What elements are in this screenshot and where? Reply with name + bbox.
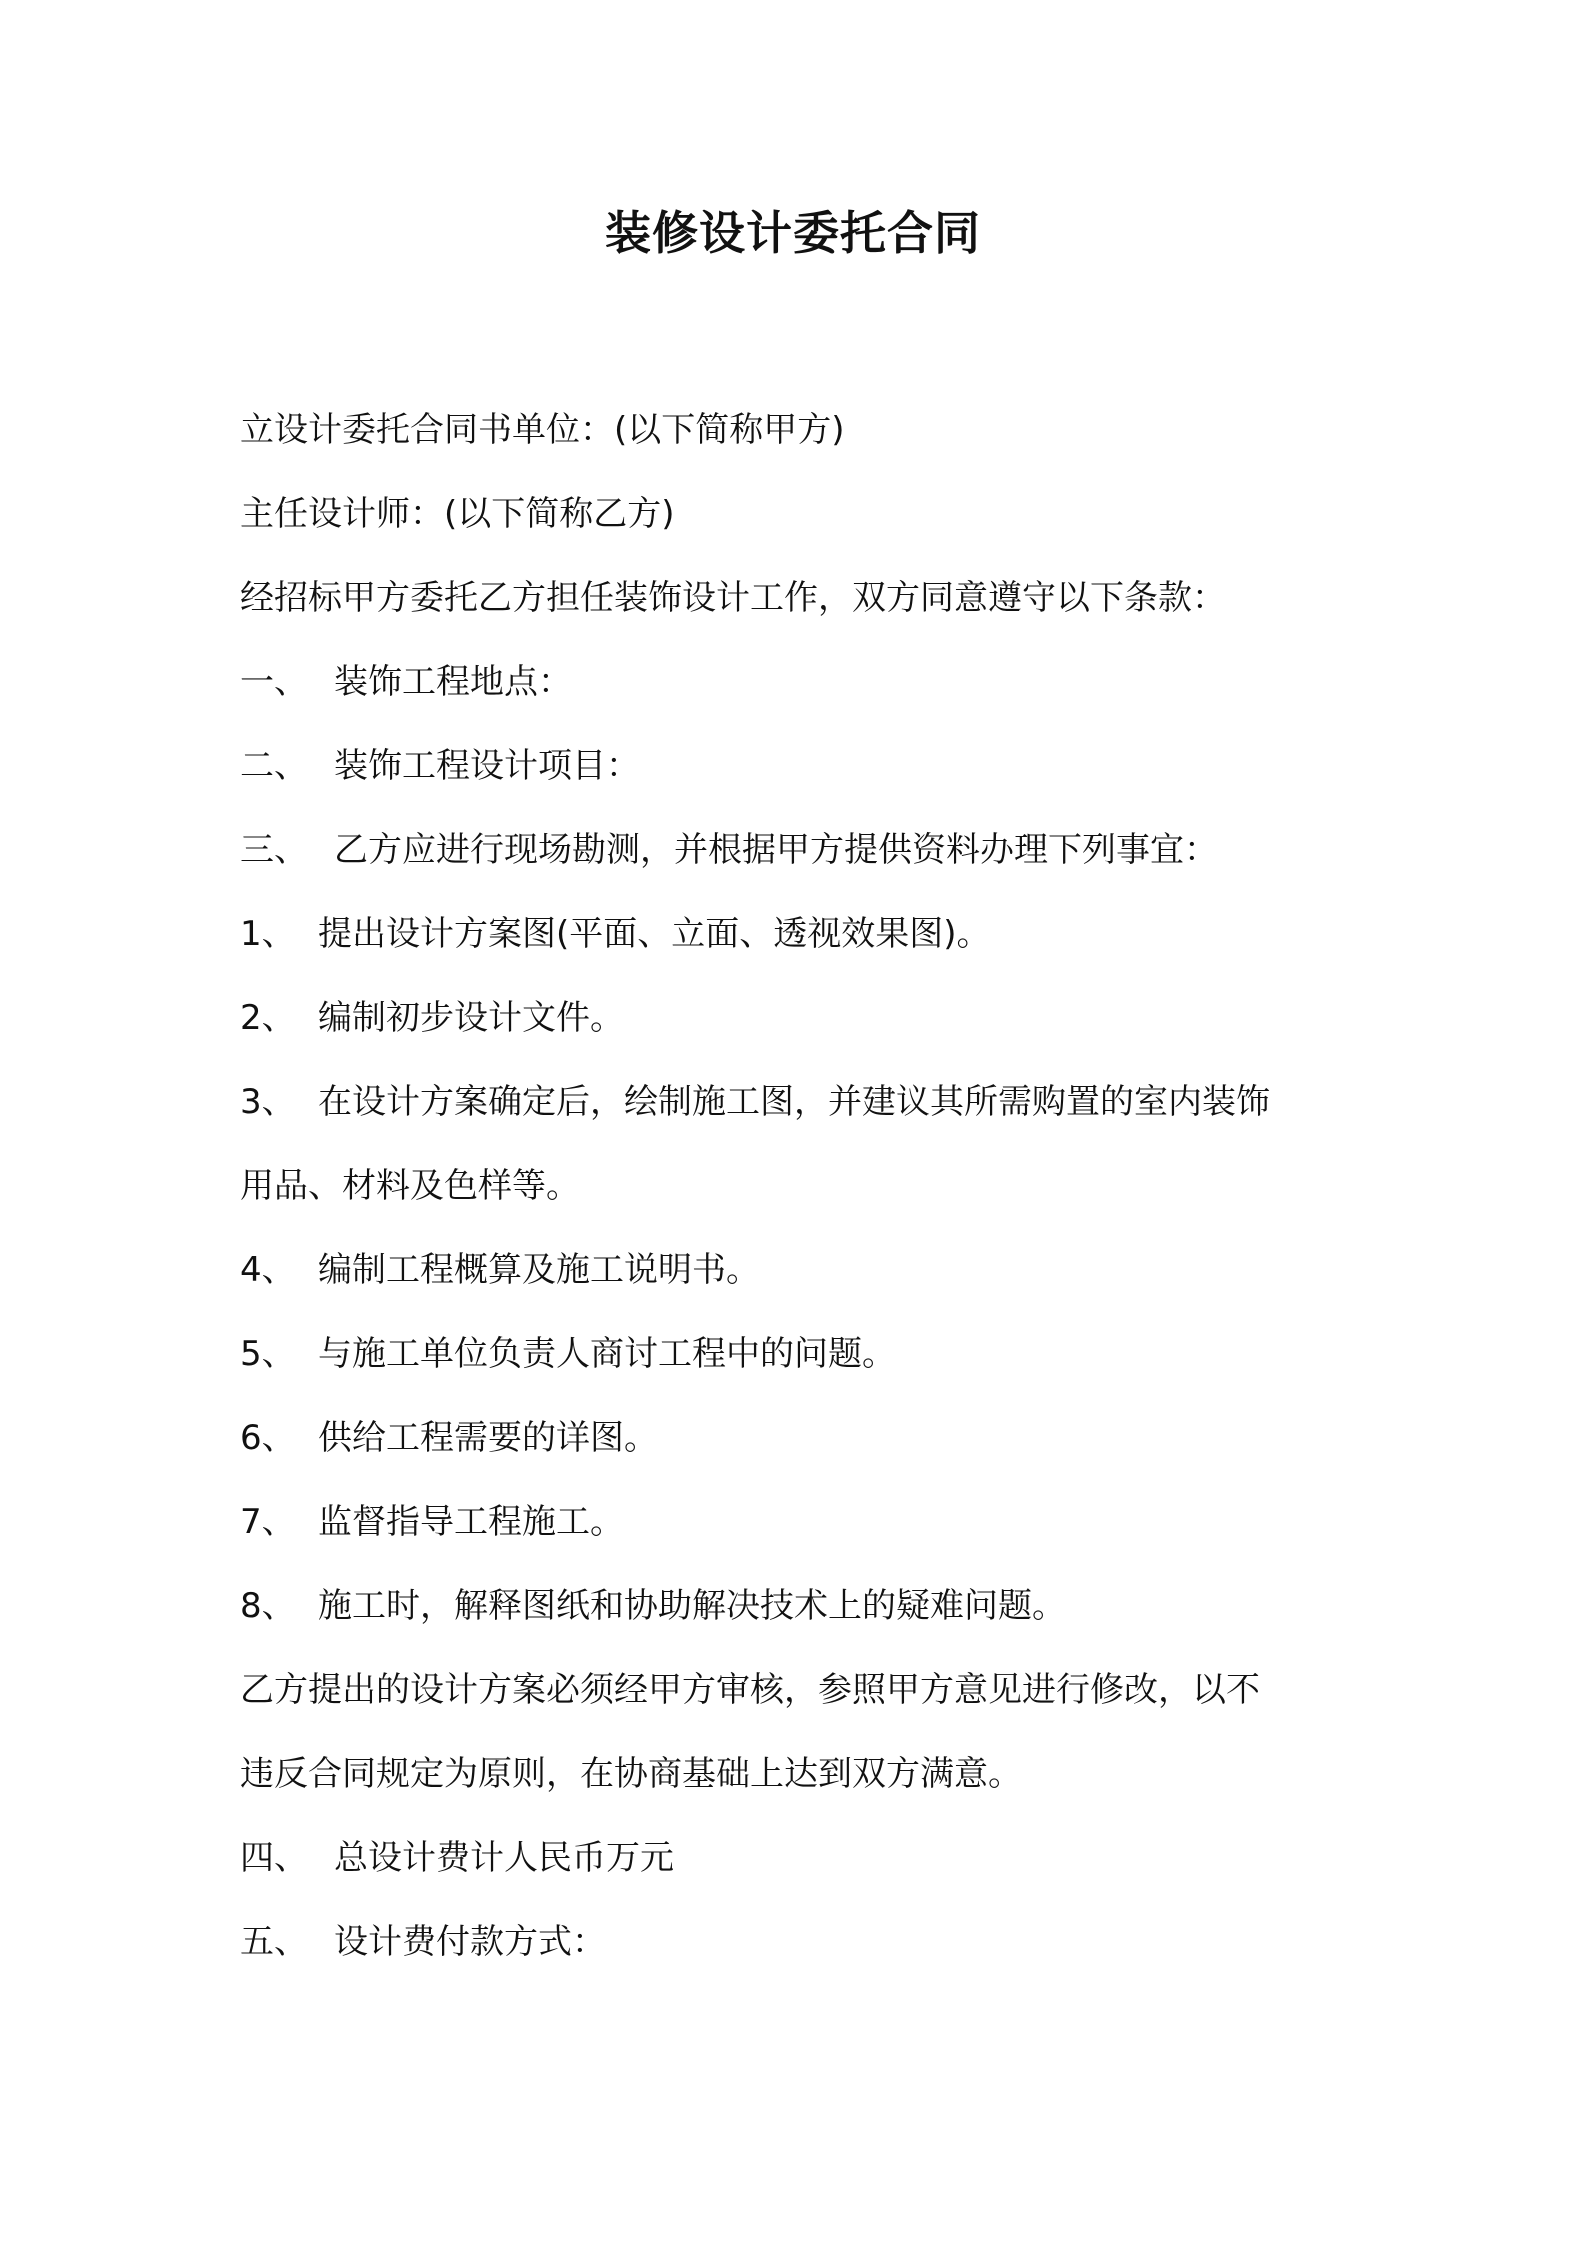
list-item-7 [240,1502,1350,1586]
list-item-4 [240,1250,1350,1334]
item-number: 3、 [240,1082,296,1122]
clause-3 [240,830,1350,914]
list-item-2 [240,998,1350,1082]
item-number: 4、 [240,1250,296,1290]
clause-2 [240,746,1350,830]
line-intro [240,578,1350,662]
list-item-6 [240,1418,1350,1502]
clause-text: 装饰工程地点： [334,662,572,702]
list-item-3-continued [240,1166,1350,1250]
item-number: 8、 [240,1586,296,1626]
paragraph-text: 违反合同规定为原则，在协商基础上达到双方满意。 [240,1754,1022,1794]
clause-text: 乙方应进行现场勘测，并根据甲方提供资料办理下列事宜： [334,830,1218,870]
clause-number: 五、 [240,1922,308,1962]
document-body [240,410,1350,2006]
clause-number: 二、 [240,746,308,786]
item-text: 监督指导工程施工。 [318,1502,624,1542]
clause-4 [240,1838,1350,1922]
clause-number: 四、 [240,1838,308,1878]
line-text: 主任设计师：(以下简称乙方) [240,494,675,534]
list-item-3 [240,1082,1350,1166]
clause-number: 三、 [240,830,308,870]
paragraph-review [240,1670,1350,1754]
clause-5 [240,1922,1350,2006]
item-text: 编制初步设计文件。 [318,998,624,1038]
line-party-a [240,410,1350,494]
list-item-1 [240,914,1350,998]
paragraph-review-continued [240,1754,1350,1838]
clause-text: 装饰工程设计项目： [334,746,640,786]
document-title: 装修设计委托合同 [605,206,981,260]
item-number: 7、 [240,1502,296,1542]
line-text: 经招标甲方委托乙方担任装饰设计工作，双方同意遵守以下条款： [240,578,1226,618]
clause-text: 设计费付款方式： [334,1922,606,1962]
item-text: 与施工单位负责人商讨工程中的问题。 [318,1334,896,1374]
item-number: 5、 [240,1334,296,1374]
line-party-b [240,494,1350,578]
item-text: 供给工程需要的详图。 [318,1418,658,1458]
clause-1 [240,662,1350,746]
item-text: 编制工程概算及施工说明书。 [318,1250,760,1290]
item-text: 用品、材料及色样等。 [240,1166,580,1206]
item-number: 2、 [240,998,296,1038]
paragraph-text: 乙方提出的设计方案必须经甲方审核，参照甲方意见进行修改，以不 [240,1670,1260,1710]
clause-number: 一、 [240,662,308,702]
list-item-5 [240,1334,1350,1418]
item-number: 1、 [240,914,296,954]
clause-text: 总设计费计人民币万元 [334,1838,674,1878]
line-text: 立设计委托合同书单位：(以下简称甲方) [240,410,845,450]
item-number: 6、 [240,1418,296,1458]
list-item-8 [240,1586,1350,1670]
item-text: 提出设计方案图(平面、立面、透视效果图)。 [318,914,991,954]
item-text: 施工时，解释图纸和协助解决技术上的疑难问题。 [318,1586,1066,1626]
item-text: 在设计方案确定后，绘制施工图，并建议其所需购置的室内装饰 [318,1082,1270,1122]
